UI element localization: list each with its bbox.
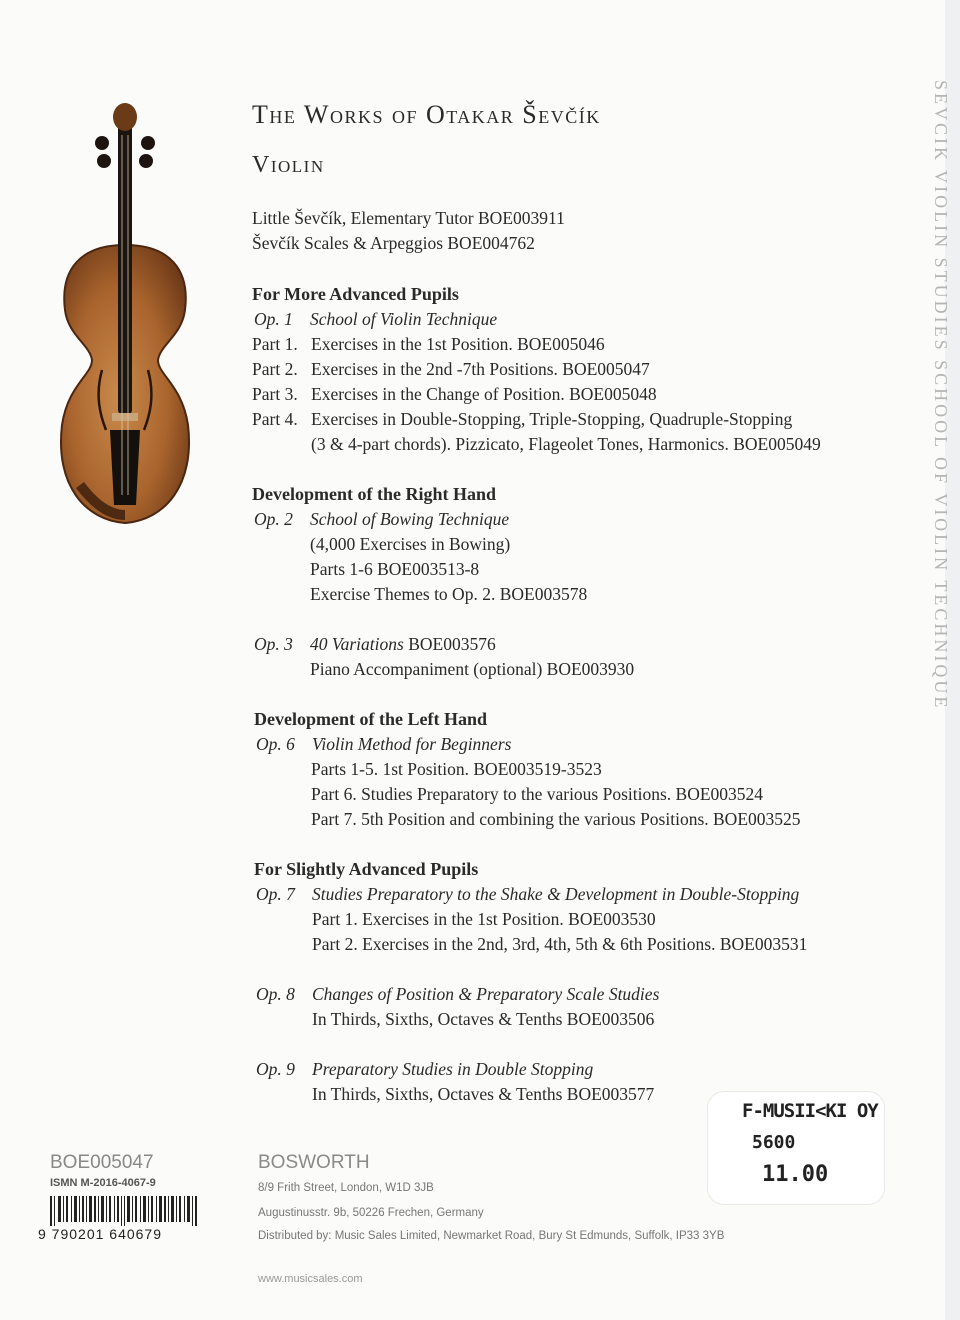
publisher-address-uk: 8/9 Frith Street, London, W1D 3JB (258, 1182, 434, 1194)
spine-text: SEVCIK VIOLIN STUDIES SCHOOL OF VIOLIN TECHNIQUE (931, 80, 951, 711)
distributor-line: Distributed by: Music Sales Limited, Newmarket Road, Bury St Edmunds, Suffolk, IP33 3YB (258, 1230, 725, 1242)
website: www.musicsales.com (258, 1273, 363, 1285)
op-line: Parts 1-5. 1st Position. BOE003519-3523 (311, 759, 602, 779)
op-line: Parts 1-6 BOE003513-8 (310, 559, 480, 579)
op-number: Op. 9 (256, 1059, 295, 1079)
part-text: Exercises in the 1st Position. BOE005046 (311, 334, 605, 354)
product-code: BOE005047 (50, 1152, 154, 1173)
intro-line-2: Ševčík Scales & Arpeggios BOE004762 (252, 233, 535, 253)
op-title: School of Violin Technique (310, 309, 498, 329)
sticker-code: F-MUSII<KI OY (742, 1100, 878, 1122)
section-heading-slightly-advanced: For Slightly Advanced Pupils (254, 859, 479, 879)
part-text: Exercises in the Change of Position. BOE005048 (311, 384, 657, 404)
op-number: Op. 2 (254, 509, 293, 529)
op-title: Studies Preparatory to the Shake & Development in Double-Stopping (312, 884, 800, 904)
part-text: Exercises in Double-Stopping, Triple-Stopping, Quadruple-Stopping (311, 409, 793, 429)
sticker-number: 5600 (752, 1132, 796, 1153)
section-heading-advanced: For More Advanced Pupils (252, 284, 459, 304)
part-text: Exercises in the 2nd -7th Positions. BOE005047 (311, 359, 650, 379)
op-number: Op. 1 (254, 309, 293, 329)
publisher-name: BOSWORTH (258, 1152, 370, 1173)
section-heading-left-hand: Development of the Left Hand (254, 709, 487, 729)
op-title: Changes of Position & Preparatory Scale Studies (312, 984, 660, 1004)
op-line: Exercise Themes to Op. 2. BOE003578 (310, 584, 588, 604)
op-number: Op. 3 (254, 634, 293, 654)
part-text-continued: (3 & 4-part chords). Pizzicato, Flageolet Tones, Harmonics. BOE005049 (311, 434, 821, 454)
op-title: School of Bowing Technique (310, 509, 510, 529)
op-number: Op. 7 (256, 884, 295, 904)
publisher-address-de: Augustinusstr. 9b, 50226 Frechen, Germany (258, 1207, 484, 1219)
sticker-price: 11.00 (762, 1162, 829, 1187)
price-sticker (708, 1092, 884, 1204)
part-label: Part 4. (252, 409, 298, 429)
op-number: Op. 6 (256, 734, 295, 754)
op-line: Piano Accompaniment (optional) BOE003930 (310, 659, 635, 679)
part-label: Part 1. (252, 334, 298, 354)
op-title-line: 40 Variations BOE003576 (310, 634, 496, 654)
ismn-number: ISMN M-2016-4067-9 (50, 1177, 156, 1189)
section-heading-right-hand: Development of the Right Hand (252, 484, 496, 504)
op-title: Preparatory Studies in Double Stopping (312, 1059, 594, 1079)
op-line: Part 6. Studies Preparatory to the various Positions. BOE003524 (311, 784, 764, 804)
op-title: Violin Method for Beginners (312, 734, 512, 754)
op-line: Part 7. 5th Position and combining the various Positions. BOE003525 (311, 809, 801, 829)
barcode (50, 1196, 198, 1226)
violin-image (40, 95, 210, 545)
part-label: Part 2. (252, 359, 298, 379)
op-line: In Thirds, Sixths, Octaves & Tenths BOE003577 (312, 1084, 655, 1104)
op-line: (4,000 Exercises in Bowing) (310, 534, 511, 554)
op-line: In Thirds, Sixths, Octaves & Tenths BOE003506 (312, 1009, 655, 1029)
instrument-heading: Violin (252, 152, 325, 178)
part-label: Part 3. (252, 384, 298, 404)
barcode-number: 9 790201 640679 (38, 1226, 162, 1242)
op-line: Part 2. Exercises in the 2nd, 3rd, 4th, 5th & 6th Positions. BOE003531 (312, 934, 808, 954)
intro-line-1: Little Ševčík, Elementary Tutor BOE003911 (252, 208, 565, 228)
op-number: Op. 8 (256, 984, 295, 1004)
page-title: The Works of Otakar Ševčík (252, 100, 601, 129)
op-line: Part 1. Exercises in the 1st Position. BOE003530 (312, 909, 656, 929)
